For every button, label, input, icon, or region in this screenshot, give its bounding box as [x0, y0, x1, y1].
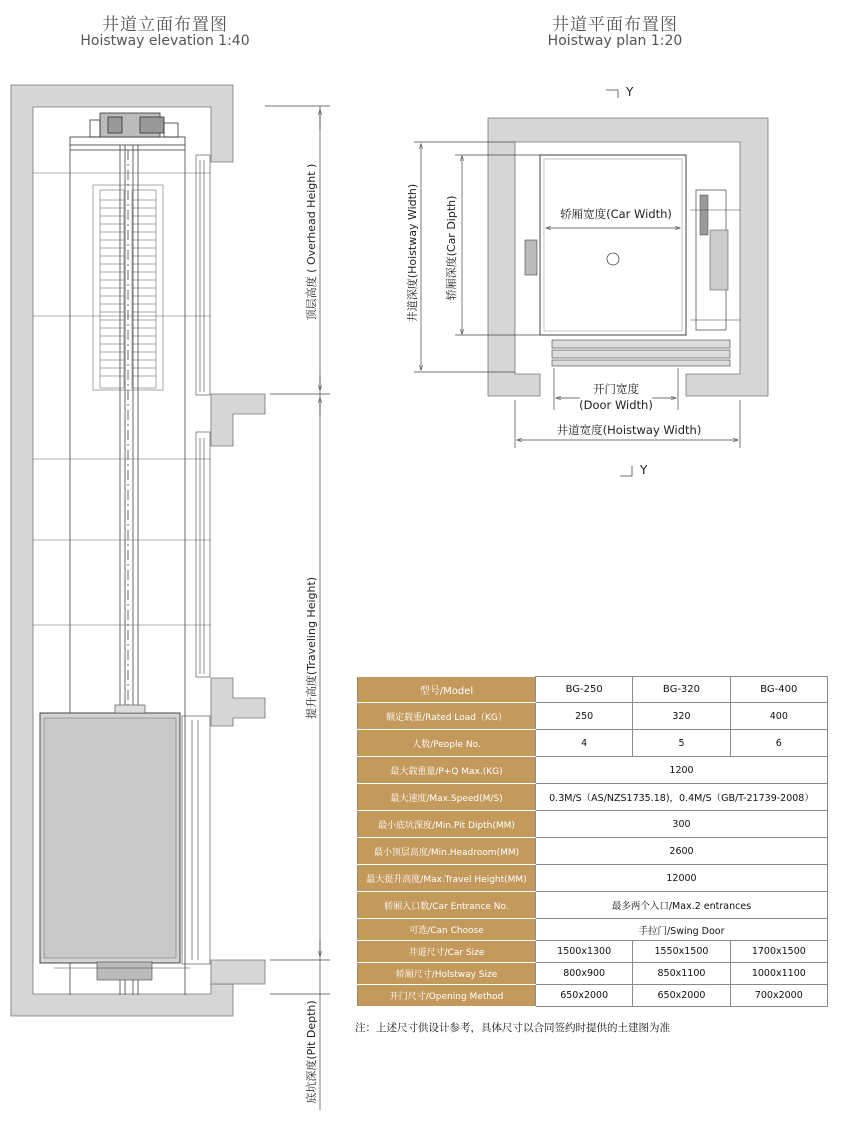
table-cell: 井道尺寸/Car Size — [358, 941, 536, 963]
table-cell: 5 — [633, 730, 730, 757]
table-cell: 额定载重/Rated Load（KG） — [358, 703, 536, 730]
section-mark-top: Y — [626, 85, 634, 99]
elevation-title-cn: 井道立面布置图 — [102, 15, 228, 35]
traveling-height-label: 提升高度(Traveling Height) — [305, 576, 318, 720]
table-cell: 人数/People No. — [358, 730, 536, 757]
section-mark-bottom: Y — [640, 463, 648, 477]
table-cell: 700x2000 — [730, 985, 827, 1007]
table-cell: 1500x1300 — [536, 941, 633, 963]
car-depth-label: 轿厢深度(Car Dipth) — [445, 195, 458, 301]
table-header-cell: 型号/Model — [358, 677, 536, 703]
table-cell: 最大载重量/P+Q Max.(KG) — [358, 757, 536, 784]
table-cell: 6 — [730, 730, 827, 757]
table-row — [358, 919, 828, 941]
table-header-cell: BG-250 — [536, 677, 633, 703]
design-note: 注：上述尺寸供设计参考，具体尺寸以合同签约时提供的土建图为准 — [355, 1022, 670, 1034]
table-row — [358, 985, 828, 1007]
rail-brackets — [33, 173, 211, 625]
hoistway-depth-label: 井道深度(Hoistway Width) — [406, 183, 419, 323]
table-cell: 650x2000 — [633, 985, 730, 1007]
table-header-cell: BG-400 — [730, 677, 827, 703]
table-cell: 可选/Can Choose — [358, 919, 536, 941]
table-cell: 4 — [536, 730, 633, 757]
table-row — [358, 677, 828, 703]
table-row — [358, 865, 828, 892]
table-cell: 800x900 — [536, 963, 633, 985]
table-row — [358, 838, 828, 865]
table-cell: 0.3M/S（AS/NZS1735.18)，0.4M/S（GB/T-21739-2008） — [536, 784, 828, 811]
door-width-label-en: (Door Width) — [579, 398, 653, 412]
table-cell: 1200 — [536, 757, 828, 784]
table-cell: 650x2000 — [536, 985, 633, 1007]
table-cell: 开门尺寸/Opening Method — [358, 985, 536, 1007]
table-cell: 400 — [730, 703, 827, 730]
hoistway-plan-drawing — [488, 118, 768, 396]
traction-machine — [70, 113, 185, 150]
table-row — [358, 811, 828, 838]
table-row — [358, 757, 828, 784]
landing-doors — [182, 155, 210, 964]
table-cell: 300 — [536, 811, 828, 838]
table-cell: 320 — [633, 703, 730, 730]
plan-title-en: Hoistway plan 1:20 — [547, 33, 683, 49]
table-cell: 最大提升高度/Max.Travel Height(MM) — [358, 865, 536, 892]
elevation-title-en: Hoistway elevation 1:40 — [80, 33, 250, 49]
pit-depth-label: 底坑深度(Pit Depth) — [305, 1000, 318, 1104]
table-cell: 最大速度/Max.Speed(M/S) — [358, 784, 536, 811]
table-cell: 1550x1500 — [633, 941, 730, 963]
spec-table — [357, 676, 828, 1007]
table-cell: 轿厢尺寸/Holstway Size — [358, 963, 536, 985]
table-cell: 1700x1500 — [730, 941, 827, 963]
table-cell: 手拉门/Swing Door — [536, 919, 828, 941]
table-cell: 850x1100 — [633, 963, 730, 985]
table-cell: 1000x1100 — [730, 963, 827, 985]
table-cell: 2600 — [536, 838, 828, 865]
table-cell: 250 — [536, 703, 633, 730]
table-row — [358, 892, 828, 919]
table-cell: 轿厢入口数/Car Entrance No. — [358, 892, 536, 919]
elevation-dimension-line — [265, 106, 330, 1110]
table-row — [358, 963, 828, 985]
table-row — [358, 941, 828, 963]
hoistway-width-label: 井道宽度(Hoistway Width) — [556, 423, 702, 437]
table-row — [358, 784, 828, 811]
elevator-car — [40, 705, 190, 980]
plan-title-cn: 井道平面布置图 — [552, 15, 678, 35]
table-cell: 最小顶层高度/Min.Headroom(MM) — [358, 838, 536, 865]
table-header-cell: BG-320 — [633, 677, 730, 703]
table-cell: 12000 — [536, 865, 828, 892]
car-width-label: 轿厢宽度(Car Width) — [560, 207, 672, 221]
table-cell: 最多两个入口/Max.2 entrances — [536, 892, 828, 919]
table-cell: 最小底坑深度/Min.Pit Dipth(MM) — [358, 811, 536, 838]
overhead-height-label: 顶层高度 ( Overhead Height ) — [305, 163, 318, 321]
door-width-label-cn: 开门宽度 — [593, 382, 639, 396]
table-row — [358, 730, 828, 757]
table-row — [358, 703, 828, 730]
